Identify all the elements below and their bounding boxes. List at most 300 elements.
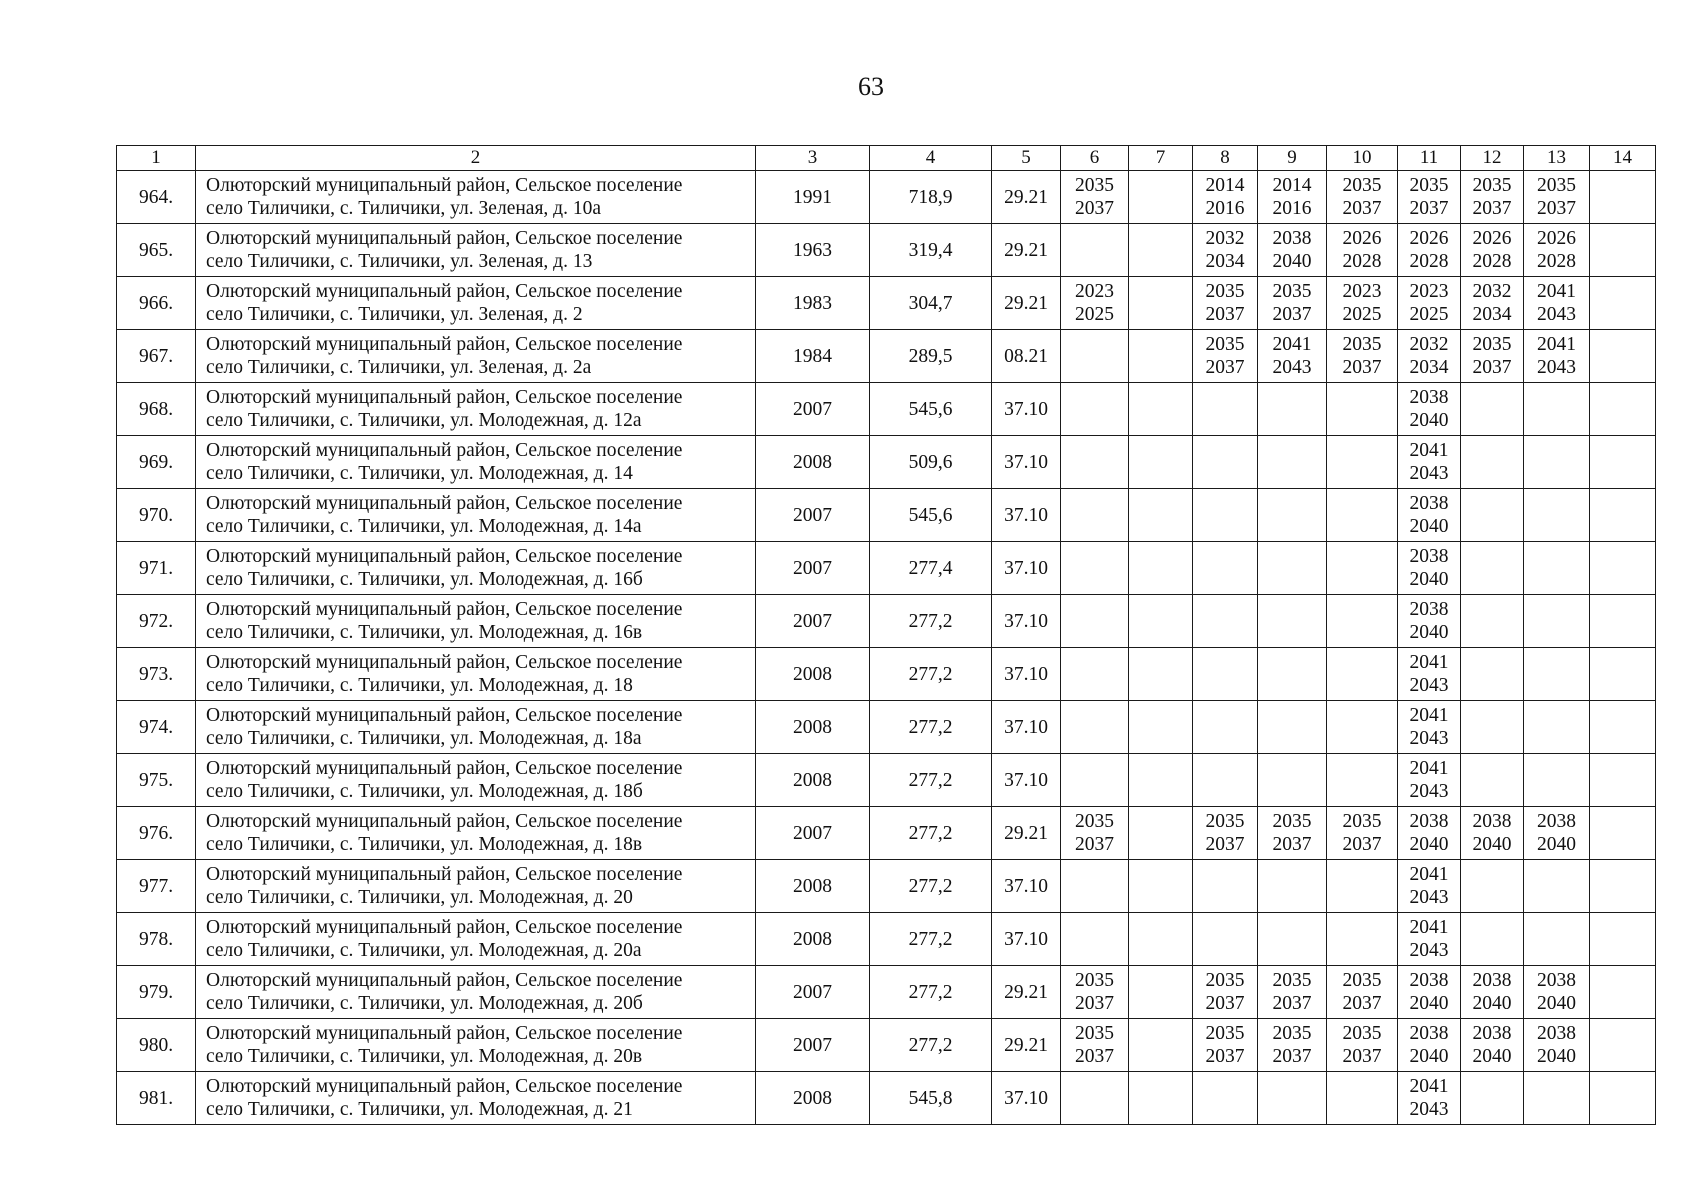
address-cell [196,171,756,224]
construction-year: 2008 [756,648,870,701]
period-start-year: 2035 [1409,175,1449,196]
period-start-year: 2035 [1075,811,1114,832]
repair-period-c12 [1461,913,1524,966]
repair-period-c9 [1258,595,1327,648]
repair-period-c12 [1461,277,1524,330]
period-start-year: 2035 [1472,334,1512,355]
repair-period-c14 [1590,966,1656,1019]
construction-year: 2008 [756,913,870,966]
total-area: 277,2 [870,595,992,648]
repair-period-c8 [1193,436,1258,489]
column-number: 8 [1193,146,1258,171]
period-end-year: 2040 [1537,1046,1576,1067]
period-start-year: 2041 [1409,917,1449,938]
total-area: 304,7 [870,277,992,330]
period-end-year: 2040 [1537,834,1576,855]
table-row [117,436,1656,489]
period-end-year: 2037 [1075,993,1114,1014]
address-line-1: Олюторский муниципальный район, Сельское поселение [206,758,683,779]
wear-code: 37.10 [992,436,1061,489]
repair-period-c10 [1327,171,1398,224]
address-line-1: Олюторский муниципальный район, Сельское поселение [206,1076,683,1097]
repair-period-c14 [1590,648,1656,701]
period-end-year: 2037 [1342,834,1382,855]
repair-period-c6 [1061,1072,1129,1125]
construction-year: 2007 [756,807,870,860]
repair-period-c6 [1061,171,1129,224]
period-start-year: 2041 [1409,758,1449,779]
address-line-1: Олюторский муниципальный район, Сельское поселение [206,493,683,514]
repair-period-c13 [1524,489,1590,542]
period-end-year: 2040 [1409,834,1449,855]
address-line-1: Олюторский муниципальный район, Сельское поселение [206,811,683,832]
period-start-year: 2035 [1075,1023,1114,1044]
address-line-2: село Тиличики, с. Тиличики, ул. Молодежная, д. 16б [206,569,643,590]
repair-period-c11 [1398,436,1461,489]
repair-period-c7 [1129,1072,1193,1125]
address-line-2: село Тиличики, с. Тиличики, ул. Зеленая, д. 10а [206,198,601,219]
total-area: 509,6 [870,436,992,489]
address-line-2: село Тиличики, с. Тиличики, ул. Молодежная, д. 18в [206,834,643,855]
period-end-year: 2037 [1537,198,1576,219]
period-end-year: 2040 [1537,993,1576,1014]
repair-period-c10 [1327,701,1398,754]
period-end-year: 2040 [1472,1046,1512,1067]
period-start-year: 2035 [1272,281,1312,302]
construction-year: 1991 [756,171,870,224]
total-area: 277,2 [870,1019,992,1072]
repair-period-c6 [1061,648,1129,701]
address-line-1: Олюторский муниципальный район, Сельское поселение [206,864,683,885]
repair-period-c14 [1590,913,1656,966]
repair-period-c8 [1193,913,1258,966]
repair-period-c10 [1327,595,1398,648]
repair-period-c9 [1258,171,1327,224]
period-start-year: 2038 [1409,493,1449,514]
column-number: 14 [1590,146,1656,171]
period-end-year: 2040 [1409,410,1449,431]
construction-year: 2007 [756,966,870,1019]
period-start-year: 2035 [1205,1023,1245,1044]
repair-period-c14 [1590,489,1656,542]
table-row [117,807,1656,860]
repair-period-c13 [1524,913,1590,966]
page-number: 63 [858,72,884,101]
repair-period-c14 [1590,595,1656,648]
wear-code: 37.10 [992,1072,1061,1125]
address-cell [196,383,756,436]
period-start-year: 2035 [1342,175,1382,196]
repair-period-c13 [1524,224,1590,277]
period-end-year: 2043 [1409,887,1449,908]
repair-period-c10 [1327,1072,1398,1125]
repair-period-c8 [1193,966,1258,1019]
address-line-2: село Тиличики, с. Тиличики, ул. Молодежная, д. 20в [206,1046,643,1067]
period-start-year: 2035 [1272,1023,1312,1044]
repair-period-c7 [1129,383,1193,436]
address-cell [196,701,756,754]
period-end-year: 2043 [1537,357,1576,378]
repair-period-c7 [1129,595,1193,648]
repair-period-c10 [1327,489,1398,542]
period-start-year: 2035 [1205,334,1245,355]
repair-period-c11 [1398,913,1461,966]
address-cell [196,913,756,966]
repair-period-c12 [1461,860,1524,913]
period-end-year: 2034 [1205,251,1245,272]
table-row [117,1072,1656,1125]
construction-year: 1984 [756,330,870,383]
repair-period-c11 [1398,489,1461,542]
period-start-year: 2035 [1205,970,1245,991]
repair-period-c12 [1461,754,1524,807]
table-row [117,171,1656,224]
address-line-2: село Тиличики, с. Тиличики, ул. Молодежная, д. 18а [206,728,642,749]
repair-period-c11 [1398,1019,1461,1072]
address-line-1: Олюторский муниципальный район, Сельское поселение [206,970,683,991]
repair-period-c12 [1461,171,1524,224]
period-start-year: 2035 [1342,970,1382,991]
repair-period-c9 [1258,913,1327,966]
address-line-2: село Тиличики, с. Тиличики, ул. Молодежная, д. 21 [206,1099,633,1120]
row-number: 981. [117,1072,196,1125]
period-end-year: 2037 [1205,993,1245,1014]
address-line-2: село Тиличики, с. Тиличики, ул. Молодежная, д. 18б [206,781,643,802]
period-start-year: 2023 [1075,281,1114,302]
repair-period-c9 [1258,754,1327,807]
repair-period-c9 [1258,489,1327,542]
period-end-year: 2037 [1272,1046,1312,1067]
repair-period-c11 [1398,330,1461,383]
period-start-year: 2041 [1409,705,1449,726]
row-number: 964. [117,171,196,224]
housing-register-table [116,145,1656,1125]
repair-period-c6 [1061,754,1129,807]
period-start-year: 2035 [1272,811,1312,832]
repair-period-c9 [1258,330,1327,383]
address-cell [196,648,756,701]
column-number: 3 [756,146,870,171]
period-end-year: 2037 [1205,834,1245,855]
wear-code: 37.10 [992,489,1061,542]
period-end-year: 2040 [1409,1046,1449,1067]
period-start-year: 2014 [1272,175,1312,196]
repair-period-c10 [1327,754,1398,807]
period-start-year: 2026 [1342,228,1382,249]
repair-period-c6 [1061,224,1129,277]
period-end-year: 2043 [1409,675,1449,696]
table-row [117,913,1656,966]
repair-period-c13 [1524,1019,1590,1072]
address-cell [196,860,756,913]
period-start-year: 2014 [1205,175,1245,196]
period-end-year: 2037 [1272,834,1312,855]
repair-period-c13 [1524,436,1590,489]
address-line-2: село Тиличики, с. Тиличики, ул. Молодежная, д. 18 [206,675,633,696]
address-line-2: село Тиличики, с. Тиличики, ул. Молодежная, д. 14 [206,463,633,484]
period-start-year: 2041 [1409,1076,1449,1097]
address-line-2: село Тиличики, с. Тиличики, ул. Молодежная, д. 14а [206,516,642,537]
repair-period-c8 [1193,648,1258,701]
repair-period-c13 [1524,860,1590,913]
total-area: 289,5 [870,330,992,383]
column-number: 7 [1129,146,1193,171]
wear-code: 29.21 [992,966,1061,1019]
period-start-year: 2038 [1409,546,1449,567]
row-number: 965. [117,224,196,277]
repair-period-c11 [1398,171,1461,224]
construction-year: 2008 [756,860,870,913]
period-end-year: 2040 [1409,622,1449,643]
column-number: 1 [117,146,196,171]
repair-period-c6 [1061,383,1129,436]
repair-period-c12 [1461,701,1524,754]
repair-period-c11 [1398,701,1461,754]
repair-period-c10 [1327,648,1398,701]
construction-year: 1963 [756,224,870,277]
period-start-year: 2032 [1409,334,1449,355]
repair-period-c12 [1461,807,1524,860]
period-start-year: 2026 [1537,228,1576,249]
period-start-year: 2038 [1409,970,1449,991]
repair-period-c6 [1061,436,1129,489]
address-line-1: Олюторский муниципальный район, Сельское поселение [206,705,683,726]
repair-period-c6 [1061,595,1129,648]
repair-period-c10 [1327,913,1398,966]
period-start-year: 2035 [1342,1023,1382,1044]
wear-code: 29.21 [992,171,1061,224]
repair-period-c11 [1398,966,1461,1019]
repair-period-c7 [1129,171,1193,224]
row-number: 970. [117,489,196,542]
repair-period-c12 [1461,595,1524,648]
repair-period-c9 [1258,383,1327,436]
table-row [117,330,1656,383]
period-end-year: 2037 [1472,198,1512,219]
repair-period-c6 [1061,330,1129,383]
period-start-year: 2035 [1075,970,1114,991]
address-line-1: Олюторский муниципальный район, Сельское поселение [206,387,683,408]
period-end-year: 2037 [1075,1046,1114,1067]
repair-period-c12 [1461,1019,1524,1072]
repair-period-c14 [1590,436,1656,489]
wear-code: 08.21 [992,330,1061,383]
period-start-year: 2041 [1537,281,1576,302]
repair-period-c13 [1524,966,1590,1019]
period-end-year: 2043 [1409,781,1449,802]
column-number-row [117,146,1656,171]
wear-code: 37.10 [992,383,1061,436]
column-number: 13 [1524,146,1590,171]
repair-period-c13 [1524,330,1590,383]
period-end-year: 2028 [1342,251,1382,272]
address-line-2: село Тиличики, с. Тиличики, ул. Зеленая, д. 2а [206,357,592,378]
repair-period-c11 [1398,648,1461,701]
repair-period-c7 [1129,860,1193,913]
table-row [117,489,1656,542]
period-start-year: 2038 [1537,811,1576,832]
repair-period-c14 [1590,171,1656,224]
repair-period-c8 [1193,171,1258,224]
repair-period-c12 [1461,224,1524,277]
repair-period-c14 [1590,277,1656,330]
repair-period-c14 [1590,542,1656,595]
period-end-year: 2025 [1342,304,1382,325]
total-area: 277,4 [870,542,992,595]
address-line-1: Олюторский муниципальный район, Сельское поселение [206,440,683,461]
repair-period-c13 [1524,807,1590,860]
address-line-2: село Тиличики, с. Тиличики, ул. Молодежная, д. 20а [206,940,642,961]
repair-period-c11 [1398,754,1461,807]
period-end-year: 2037 [1342,198,1382,219]
repair-period-c8 [1193,595,1258,648]
repair-period-c10 [1327,383,1398,436]
period-start-year: 2041 [1537,334,1576,355]
period-start-year: 2026 [1409,228,1449,249]
period-end-year: 2025 [1075,304,1114,325]
total-area: 718,9 [870,171,992,224]
repair-period-c7 [1129,913,1193,966]
total-area: 545,6 [870,383,992,436]
period-end-year: 2037 [1342,993,1382,1014]
repair-period-c10 [1327,966,1398,1019]
wear-code: 29.21 [992,224,1061,277]
repair-period-c7 [1129,224,1193,277]
column-number: 12 [1461,146,1524,171]
period-end-year: 2028 [1409,251,1449,272]
address-cell [196,754,756,807]
table-row [117,701,1656,754]
repair-period-c9 [1258,542,1327,595]
total-area: 319,4 [870,224,992,277]
column-number: 9 [1258,146,1327,171]
total-area: 277,2 [870,701,992,754]
repair-period-c7 [1129,542,1193,595]
row-number: 980. [117,1019,196,1072]
wear-code: 37.10 [992,701,1061,754]
period-start-year: 2026 [1472,228,1512,249]
repair-period-c10 [1327,330,1398,383]
table-row [117,383,1656,436]
period-end-year: 2037 [1409,198,1449,219]
period-end-year: 2037 [1272,993,1312,1014]
period-start-year: 2041 [1409,864,1449,885]
repair-period-c8 [1193,860,1258,913]
repair-period-c6 [1061,1019,1129,1072]
repair-period-c8 [1193,1072,1258,1125]
address-cell [196,330,756,383]
address-line-1: Олюторский муниципальный район, Сельское поселение [206,334,683,355]
repair-period-c6 [1061,860,1129,913]
address-cell [196,224,756,277]
period-start-year: 2041 [1409,652,1449,673]
repair-period-c11 [1398,860,1461,913]
period-start-year: 2035 [1537,175,1576,196]
row-number: 974. [117,701,196,754]
address-line-1: Олюторский муниципальный район, Сельское поселение [206,546,683,567]
repair-period-c9 [1258,860,1327,913]
table-row [117,542,1656,595]
repair-period-c7 [1129,489,1193,542]
period-end-year: 2037 [1075,198,1114,219]
address-line-2: село Тиличики, с. Тиличики, ул. Молодежная, д. 20б [206,993,643,1014]
address-line-2: село Тиличики, с. Тиличики, ул. Молодежная, д. 12а [206,410,642,431]
repair-period-c7 [1129,701,1193,754]
repair-period-c8 [1193,383,1258,436]
construction-year: 2007 [756,595,870,648]
period-start-year: 2038 [1409,599,1449,620]
row-number: 976. [117,807,196,860]
address-line-1: Олюторский муниципальный район, Сельское поселение [206,599,683,620]
period-start-year: 2041 [1409,440,1449,461]
repair-period-c13 [1524,1072,1590,1125]
repair-period-c8 [1193,1019,1258,1072]
period-start-year: 2038 [1472,811,1512,832]
repair-period-c10 [1327,860,1398,913]
repair-period-c7 [1129,1019,1193,1072]
repair-period-c10 [1327,224,1398,277]
repair-period-c7 [1129,966,1193,1019]
repair-period-c9 [1258,966,1327,1019]
period-end-year: 2043 [1537,304,1576,325]
repair-period-c10 [1327,807,1398,860]
repair-period-c14 [1590,754,1656,807]
period-start-year: 2023 [1409,281,1449,302]
repair-period-c9 [1258,277,1327,330]
period-start-year: 2038 [1272,228,1312,249]
repair-period-c13 [1524,277,1590,330]
table-body [117,146,1656,1125]
construction-year: 1983 [756,277,870,330]
table-row [117,277,1656,330]
construction-year: 2007 [756,542,870,595]
period-end-year: 2040 [1409,516,1449,537]
repair-period-c9 [1258,807,1327,860]
column-number: 5 [992,146,1061,171]
total-area: 277,2 [870,860,992,913]
period-end-year: 2043 [1409,940,1449,961]
repair-period-c6 [1061,913,1129,966]
address-line-2: село Тиличики, с. Тиличики, ул. Молодежная, д. 16в [206,622,643,643]
address-line-1: Олюторский муниципальный район, Сельское поселение [206,228,683,249]
table-row [117,648,1656,701]
repair-period-c9 [1258,1019,1327,1072]
period-end-year: 2043 [1409,1099,1449,1120]
period-start-year: 2038 [1409,387,1449,408]
repair-period-c12 [1461,383,1524,436]
period-end-year: 2043 [1409,728,1449,749]
period-start-year: 2038 [1409,811,1449,832]
repair-period-c11 [1398,595,1461,648]
total-area: 277,2 [870,754,992,807]
repair-period-c10 [1327,542,1398,595]
address-line-1: Олюторский муниципальный район, Сельское поселение [206,652,683,673]
repair-period-c8 [1193,330,1258,383]
period-start-year: 2041 [1272,334,1312,355]
address-line-1: Олюторский муниципальный район, Сельское поселение [206,281,683,302]
construction-year: 2008 [756,1072,870,1125]
repair-period-c9 [1258,436,1327,489]
address-line-2: село Тиличики, с. Тиличики, ул. Зеленая, д. 13 [206,251,593,272]
repair-period-c6 [1061,489,1129,542]
period-start-year: 2035 [1272,970,1312,991]
row-number: 977. [117,860,196,913]
column-number: 6 [1061,146,1129,171]
repair-period-c13 [1524,171,1590,224]
address-cell [196,595,756,648]
period-end-year: 2037 [1342,357,1382,378]
period-end-year: 2016 [1272,198,1312,219]
